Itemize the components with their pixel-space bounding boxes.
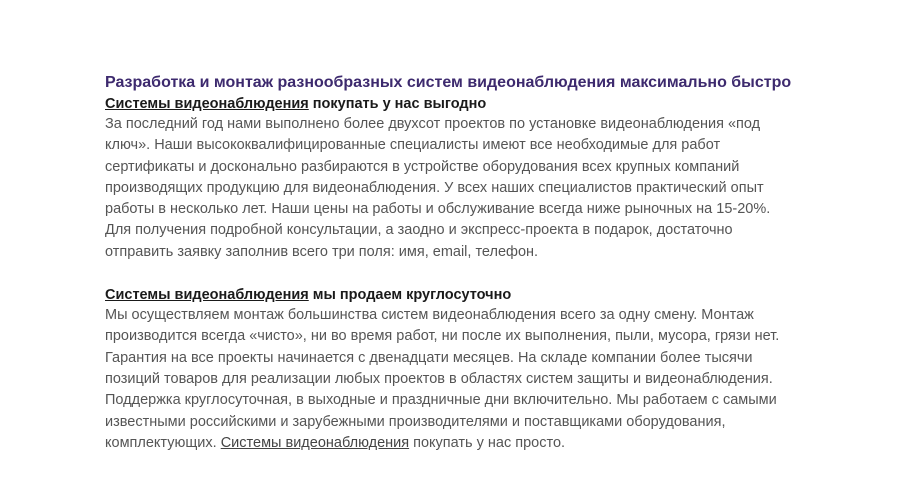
block1-heading [105,94,805,114]
block1-paragraph [105,114,805,263]
block2-line: Мы осуществляем монтаж большинства систем видеонаблюдения всего за одну смену. Монтаж [105,307,754,324]
block2-line: производится всегда «чисто», ни во время работ, ни после их выполнения, пыли, мусора, грязи нет. [105,328,780,345]
block2-last-line-suffix: покупать у нас просто. [409,434,566,451]
section-title: Разработка и монтаж разнообразных систем видеонаблюдения максимально быстро [105,74,792,91]
block2-line: позиций товаров для реализации любых проектов в областях систем защиты и видеонаблюдения. [105,370,773,387]
block2-line: Гарантия на все проекты начинается с двенадцати месяцев. На складе компании более тысячи [105,349,753,366]
block1-heading-rest: покупать у нас выгодно [308,96,487,112]
block2-heading [105,285,805,305]
block1-line: работы в несколько лет. Наши цены на работы и обслуживание всегда ниже рыночных на 15-20%. [105,201,771,218]
paragraph-spacer [105,263,805,285]
block2-paragraph [105,305,805,454]
block1-line: производящих продукцию для видеонаблюдения. У всех наших специалистов практический опыт [105,179,764,196]
block2-last-line-prefix: комплектующих. [105,434,221,451]
block1-line: ключ». Наши высококвалифицированные специалисты имеют все необходимые для работ [105,137,721,154]
block2-heading-link[interactable]: Системы видеонаблюдения [105,287,309,304]
block1-line: отправить заявку заполнив всего три поля: имя, email, телефон. [105,243,539,260]
block1-line: Для получения подробной консультации, а заодно и экспресс-проекта в подарок, достаточно [105,222,733,239]
article-content [105,72,805,454]
block1-line: За последний год нами выполнено более двухсот проектов по установке видеонаблюдения «под [105,116,761,132]
block2-heading-rest: мы продаем круглосуточно [308,287,512,304]
block1-heading-link[interactable]: Системы видеонаблюдения [105,96,309,112]
block2-inline-link[interactable]: Системы видеонаблюдения [220,434,410,451]
block2-line: Поддержка круглосуточная, в выходные и праздничные дни включительно. Мы работаем с самыми [105,392,777,409]
block1-line: сертификаты и досконально разбираются в устройстве оборудования всех крупных компаний [105,158,740,175]
block2-line: известными российскими и зарубежными производителями и поставщиками оборудования, [105,413,726,430]
block2-last-line [105,433,805,454]
